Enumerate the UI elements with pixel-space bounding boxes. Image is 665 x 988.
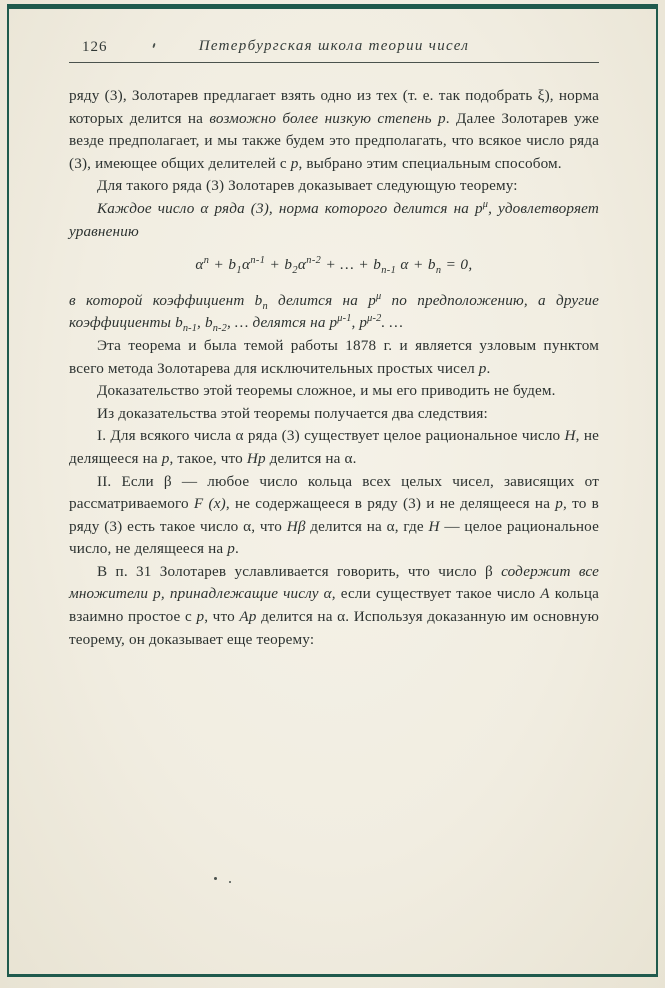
paragraph: Для такого ряда (3) Золотарев доказывает следующую теорему: <box>97 177 518 195</box>
paragraph: В п. 31 Золотарев уславливается говорить, что число β содержит все множители p, принадлежащие числу α, если существует такое число A кольца взаимно простое с p, что Ap делится на α. Используя доказанную им основную теорему, он доказывает еще теорему: <box>69 562 599 648</box>
paragraph: Из доказательства этой теоремы получается два следствия: <box>97 404 488 422</box>
paragraph: в которой коэффициент $b_n$ делится на $p^\mu$ по предположению, а другие коэффициенты $b_{n-1}$, $b_{n-2}$, … делятся на $p^{\mu-1}$, $p^{\mu-2}$. … <box>69 290 600 335</box>
paragraph: I. Для всякого числа α ряда (3) существует целое рациональное число H, не делящееся на p, такое, что Hp делится на α. <box>69 427 599 467</box>
ink-speck <box>214 877 217 880</box>
equation: $\alpha^n + b_1\alpha^{n-1} + b_2\alpha^{n-2}$ + … + $b_{n-1}$ $\alpha + b_n = 0$, <box>195 255 473 277</box>
page-number: 126 <box>82 39 108 55</box>
page-header <box>69 38 599 63</box>
running-head-title: Петербургская школа теории чисел <box>198 38 470 54</box>
paragraph: II. Если β — любое число кольца всех целых чисел, зависящих от рассматриваемого F (x), не содержащееся в ряду (3) и не делящееся на p, то в ряду (3) есть такое число α, что Hβ делится на α, где H — целое рациональное число, не делящееся на p. <box>69 472 600 558</box>
paragraph: ряду (3), Золотарев предлагает взять одно из тех (т. е. так подобрать ξ), норма которых делится на возможно более низкую степень p. Далее Золотарев уже везде предполагает, и мы также будем это предполагать, что всякое число ряда (3), имеющее общих делителей с p, выбрано этим специальным способом. <box>69 87 600 172</box>
text-block <box>69 85 599 651</box>
paragraph: Эта теорема и была темой работы 1878 г. и является узловым пунктом всего метода Золотарева для исключительных простых чисел p. <box>69 336 599 377</box>
paragraph: Каждое число α ряда (3), норма которого делится на $p^\mu$, удовлетворяет уравнению <box>69 198 599 240</box>
ink-speck <box>229 881 231 883</box>
paragraph: Доказательство этой теоремы сложное, и мы его приводить не будем. <box>97 382 556 400</box>
